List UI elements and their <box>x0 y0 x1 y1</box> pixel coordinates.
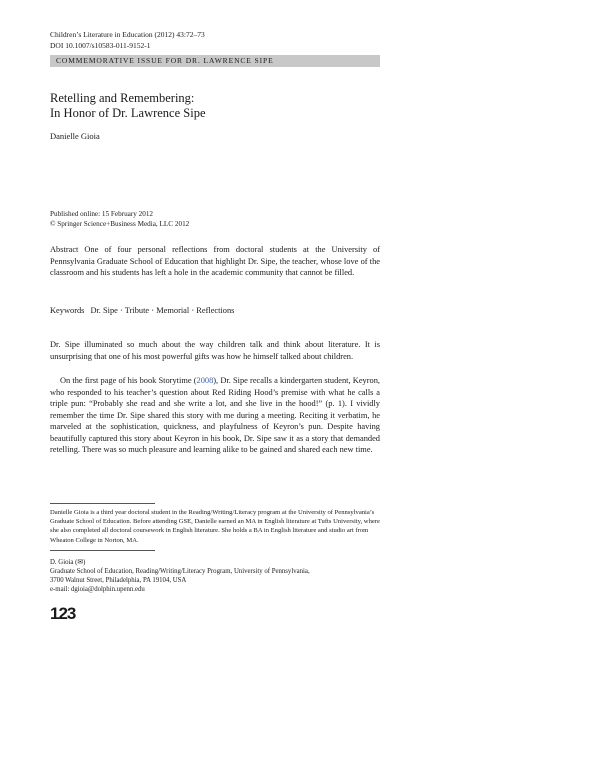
keywords <box>50 305 380 317</box>
abstract <box>50 244 380 279</box>
address-line-1: Graduate School of Education, Reading/Writing/Literacy Program, University of Pennsylvania, <box>50 568 310 575</box>
commemorative-banner <box>50 55 380 67</box>
footnote-divider <box>50 503 155 504</box>
citation-link-2008[interactable]: 2008 <box>196 376 214 385</box>
author-footnote: Danielle Gioia is a third year doctoral student in the Reading/Writing/Literacy program at the University of Pennsylvania’s Graduate School of Education. Before attending GSE, Danielle earned an MA in English literature at Tufts University, where she also completed all doctoral coursework in English literature. She holds a BA in English literature and studio art from Wheaton College in Norton, MA. <box>50 509 380 544</box>
body-paragraph-2 <box>50 375 380 456</box>
p2-text-a: On the first page of his book Storytime ( <box>60 376 197 385</box>
banner-text: COMMEMORATIVE ISSUE FOR DR. LAWRENCE SIPE <box>56 56 274 65</box>
abstract-text: One of four personal reflections from doctoral students at the University of Pennsylvania Graduate School of Education that highlight Dr. Sipe, the teacher, whose love of the classroom and his students has left a hole in the academic community that cannot be filled. <box>50 245 380 277</box>
keywords-text: Dr. Sipe ⋅ Tribute ⋅ Memorial ⋅ Reflections <box>90 306 235 315</box>
address-divider <box>50 550 155 551</box>
keywords-label: Keywords <box>50 306 85 315</box>
title-line-1: Retelling and Remembering: <box>50 91 195 105</box>
p2-text-b: ), Dr. Sipe recalls a kindergarten student, Keyron, who responded to his teacher’s question about Red Riding Hood’s premise with what he calls a triple pun: “Probably she read and she write a lot, and she live in the hood!” (p. 1). I vividly remember the time Dr. Sipe shared this story with me during a meeting. Reciting it verbatim, he marveled at the sophistication, quickness, and playfulness of Keyron’s pun. Despite having beautifully captured this story about Keyron in his book, Dr. Sipe saw it as a story that demanded retelling. There was so much pleasure and learning alike to be gained and shared each new time. <box>50 376 380 454</box>
body-paragraph-1: Dr. Sipe illuminated so much about the way children talk and think about literature. It is unsurprising that one of his most powerful gifts was how he himself talked about children. <box>50 340 380 361</box>
correspondence-name: D. Gioia (✉) <box>50 559 86 566</box>
article-title <box>50 91 206 121</box>
springer-logo: 123 <box>50 604 76 623</box>
journal-citation: Children’s Literature in Education (2012) 43:72–73 <box>50 30 205 39</box>
doi: DOI 10.1007/s10583-011-9152-1 <box>50 41 151 50</box>
copyright: © Springer Science+Business Media, LLC 2012 <box>50 220 190 228</box>
published-date: Published online: 15 February 2012 <box>50 210 154 218</box>
author-name: Danielle Gioia <box>50 131 100 141</box>
title-line-2: In Honor of Dr. Lawrence Sipe <box>50 106 206 120</box>
address-line-2: 3700 Walnut Street, Philadelphia, PA 19104, USA <box>50 577 187 584</box>
email: e-mail: dgioia@dolphin.upenn.edu <box>50 586 145 593</box>
abstract-label: Abstract <box>50 245 79 254</box>
